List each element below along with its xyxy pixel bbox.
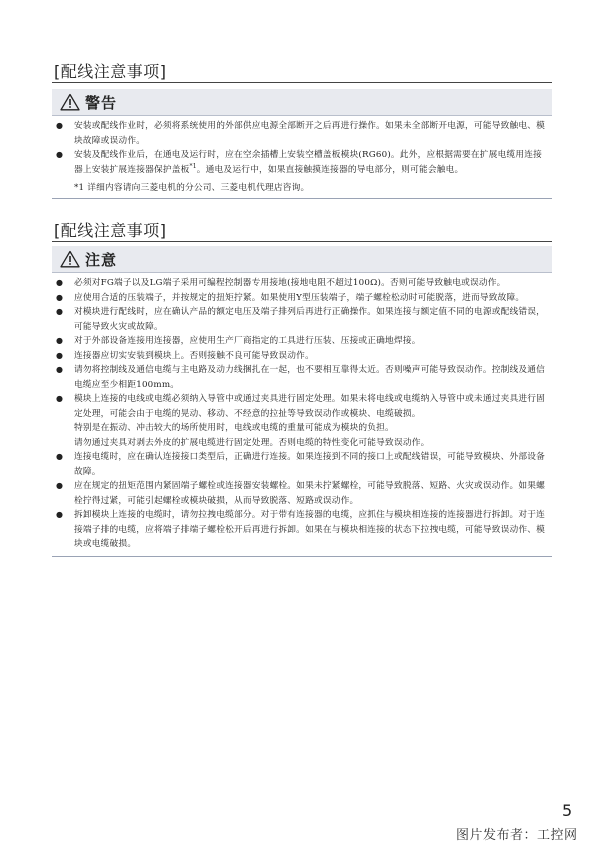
item-text-part: 。通电及运行中，如果直接触摸连接器的导电部分，则可能会触电。 [196, 164, 464, 175]
list-item [56, 119, 546, 148]
item-text: 对模块进行配线时，应在确认产品的额定电压及端子排列后再进行正确操作。如果连接与额定值不同的电源或配线错误，可能导致火灾或故障。 [74, 307, 546, 332]
list-item [56, 276, 546, 291]
warning-box [52, 89, 552, 199]
item-text: 安装或配线作业时，必须将系统使用的外部供应电源全部断开之后再进行操作。如果未全部断开电源，可能导致触电、模块故障或误动作。 [74, 121, 546, 146]
bullet-icon: ● [56, 510, 64, 519]
section-title-rule [52, 241, 552, 242]
bullet-icon: ● [56, 150, 64, 159]
caution-label: 注意 [85, 250, 118, 269]
footnote: *1 详细内容请向三菱电机的分公司、三菱电机代理店咨询。 [74, 183, 310, 193]
item-text: 特别是在振动、冲击较大的场所使用时，电线或电缆的重量可能成为模块的负担。 [74, 423, 394, 433]
item-text: 请勿通过夹具对剥去外皮的扩展电缆进行固定处理。否则电缆的特性变化可能导致误动作。 [74, 437, 430, 448]
bullet-icon: ● [56, 481, 64, 490]
list-item [56, 148, 546, 177]
list-item [56, 349, 546, 364]
item-text: 请勿将控制线及通信电缆与主电路及动力线捆扎在一起，也不要相互靠得太近。否则噪声可能导致误动作。控制线及通信电缆应至少相距100mm。 [74, 365, 546, 390]
list-item [56, 508, 546, 552]
watermark: 图片发布者：工控网 [456, 828, 578, 843]
section-title-warning: [配线注意事项] [54, 62, 167, 81]
section-title-rule [52, 82, 552, 83]
bullet-icon: ● [56, 350, 64, 360]
section-title-caution: [配线注意事项] [54, 221, 167, 240]
item-text: 对于外部设备连接用连接器，应使用生产厂商指定的工具进行压装、压接或正确地焊接。 [74, 336, 421, 346]
list-item [56, 392, 546, 450]
warning-label: 警告 [85, 93, 118, 112]
list-item [56, 291, 546, 306]
list-item [56, 363, 546, 392]
bullet-icon: ● [56, 452, 64, 461]
item-text: 连接电缆时，应在确认连接接口类型后，正确进行连接。如果连接到不同的接口上或配线错误，可能导致模块、外部设备故障。 [74, 452, 546, 477]
bullet-icon: ● [56, 336, 64, 345]
caution-box-header [52, 246, 552, 273]
caution-box [52, 246, 552, 557]
list-item [56, 450, 546, 479]
item-text: 拆卸模块上连接的电缆时，请勿拉拽电缆部分。对于带有连接器的电缆，应抓住与模块相连接的连接器进行拆卸。对于连接端子排的电缆，应将端子排端子螺栓松开后再进行拆卸。如果在与模块相连接的状态下拉拽电缆，可能导致误动作、模块或电缆破损。 [74, 510, 546, 549]
bullet-icon: ● [56, 365, 64, 374]
warning-triangle-icon [60, 93, 80, 111]
list-item [56, 305, 546, 334]
warning-triangle-icon [60, 250, 80, 268]
warning-box-header [52, 89, 552, 116]
item-text: 连接器应切实安装到模块上。否则接触不良可能导致误动作。 [74, 350, 314, 361]
item-text: 应在规定的扭矩范围内紧固端子螺栓或连接器安装螺栓。如果未拧紧螺栓，可能导致脱落、短路、火灾或误动作。如果螺栓拧得过紧，可能引起螺栓或模块破损，从而导致脱落、短路或误动作。 [74, 481, 546, 506]
footnote-ref: *1 [189, 162, 197, 170]
bullet-icon: ● [56, 394, 64, 403]
bullet-icon: ● [56, 121, 64, 130]
bullet-icon: ● [56, 292, 64, 302]
item-text: 应使用合适的压装端子，并按规定的扭矩拧紧。如果使用Y型压装端子，端子螺栓松动时可能脱落，进而导致故障。 [74, 292, 525, 303]
item-text [74, 148, 546, 177]
bullet-icon: ● [56, 307, 64, 316]
list-item [56, 479, 546, 508]
item-text-part: 安装及配线作业后，在通电及运行时，应在空余插槽上安装空槽盖板模块(RG60)。此外，应根据需要在扩展电缆用连接器上安装扩展连接器保护盖板 [74, 150, 543, 175]
warning-list [52, 116, 552, 181]
item-text: 必须对FG端子以及LG端子采用可编程控制器专用接地(接地电阻不超过100Ω)。否则可能导致触电或误动作。 [74, 278, 506, 288]
page-number: 5 [562, 801, 573, 820]
bullet-icon: ● [56, 278, 64, 287]
list-item [56, 334, 546, 349]
item-text: 模块上连接的电线或电缆必须纳入导管中或通过夹具进行固定处理。如果未将电线或电缆纳入导管中或未通过夹具进行固定处理，可能会由于电缆的晃动、移动、不经意的拉扯等导致误动作或模块、电缆破损。 [74, 394, 546, 419]
caution-list [52, 273, 552, 556]
